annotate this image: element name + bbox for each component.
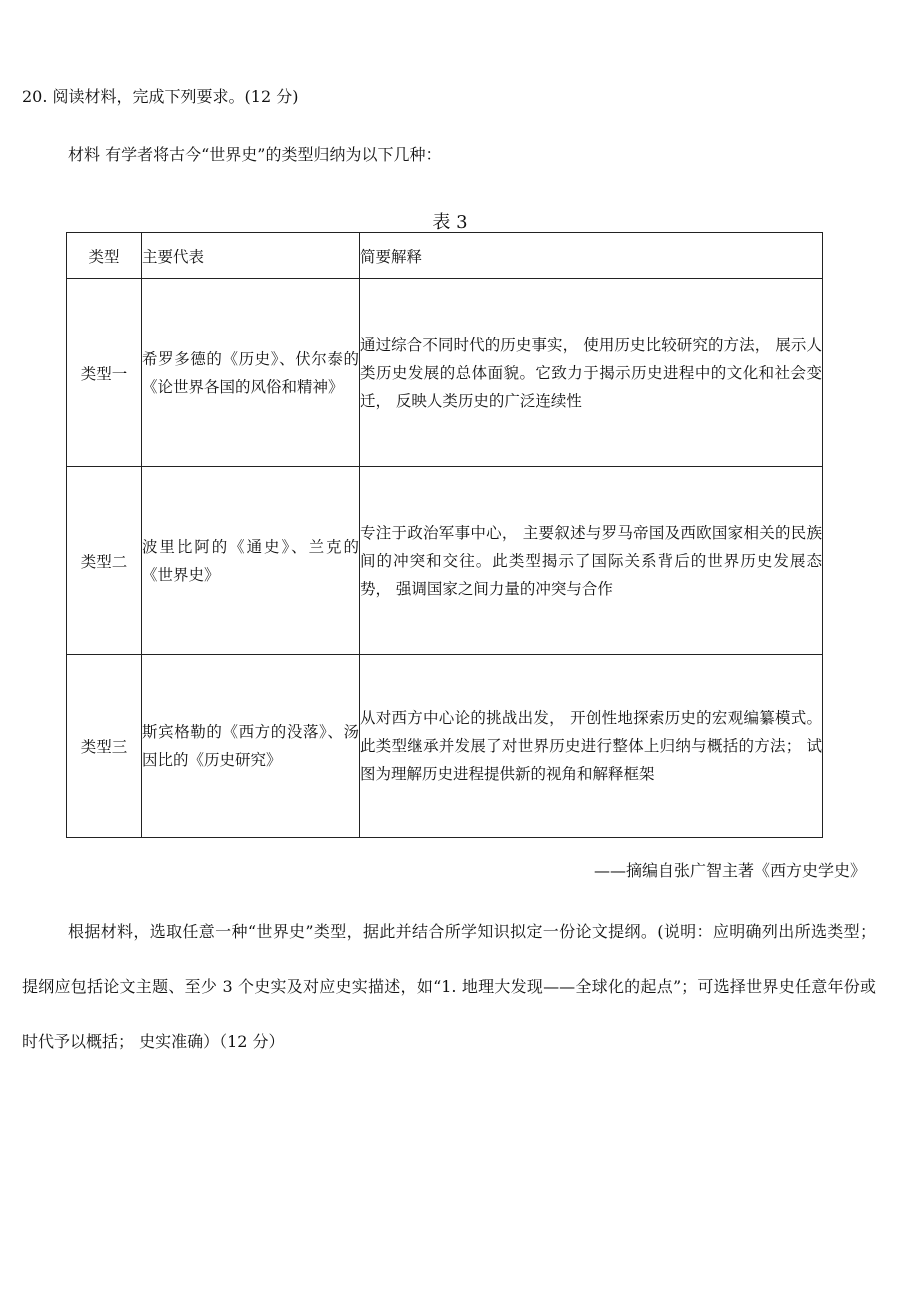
header-explanation: 简要解释	[360, 233, 823, 279]
table-row	[67, 279, 823, 467]
row-type: 类型二	[67, 467, 142, 655]
history-types-table	[66, 232, 823, 838]
row-representative: 希罗多德的《历史》、伏尔泰的《论世界各国的风俗和精神》	[142, 349, 359, 396]
table-row	[67, 467, 823, 655]
row-explanation: 通过综合不同时代的历史事实， 使用历史比较研究的方法， 展示人类历史发展的总体面貌。它致力于揭示历史进程中的文化和社会变迁， 反映人类历史的广泛连续性	[360, 335, 822, 410]
row-representative: 波里比阿的《通史》、兰克的《世界史》	[142, 537, 359, 584]
question-title: 20. 阅读材料，完成下列要求。(12 分)	[22, 87, 299, 106]
header-representative: 主要代表	[142, 233, 360, 279]
row-explanation: 从对西方中心论的挑战出发， 开创性地探索历史的宏观编纂模式。此类型继承并发展了对世界历史进行整体上归纳与概括的方法； 试图为理解历史进程提供新的视角和解释框架	[360, 709, 822, 783]
row-type: 类型一	[67, 279, 142, 467]
question-instruction: 根据材料，选取任意一种“世界史”类型，据此并结合所学知识拟定一份论文提纲。(说明：应明确列出所选类型； 提纲应包括论文主题、至少 3 个史实及对应史实描述，如“1. 地理大发现——全球化的起点”；可选择世界史任意年份或时代予以概括； 史实准确）（12 分）	[22, 922, 876, 1051]
row-representative: 斯宾格勒的《西方的没落》、汤因比的《历史研究》	[142, 723, 359, 769]
row-explanation: 专注于政治军事中心， 主要叙述与罗马帝国及西欧国家相关的民族间的冲突和交往。此类型揭示了国际关系背后的世界历史发展态势， 强调国家之间力量的冲突与合作	[360, 523, 822, 598]
table-caption: 表 3	[432, 212, 468, 233]
material-intro: 材料 有学者将古今“世界史”的类型归纳为以下几种：	[68, 145, 442, 164]
header-type: 类型	[67, 233, 142, 279]
source-citation: ——摘编自张广智主著《西方史学史》	[593, 861, 866, 880]
table-header-row	[67, 233, 823, 279]
table-row	[67, 655, 823, 838]
row-type: 类型三	[67, 655, 142, 838]
